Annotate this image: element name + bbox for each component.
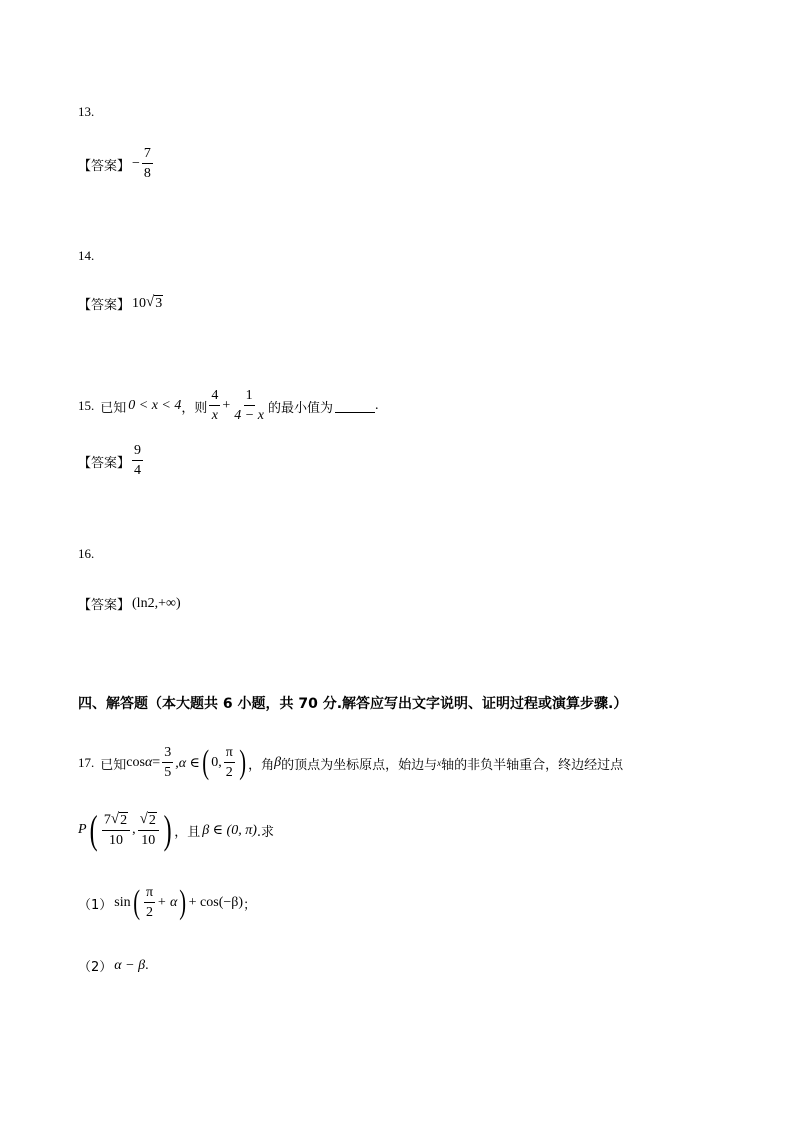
x-symbol: x — [437, 758, 442, 768]
q14-number: 14. — [78, 248, 95, 263]
fraction-denominator: x — [211, 408, 218, 423]
q14-answer — [78, 294, 163, 313]
period: . — [145, 957, 149, 973]
fraction-numerator — [102, 812, 130, 831]
square-root: √ 3 — [146, 294, 163, 312]
q17-sub2 — [78, 956, 149, 975]
q17-sub1 — [78, 880, 256, 926]
square-root: √ 2 — [110, 810, 128, 828]
fraction — [142, 147, 153, 181]
fraction-1-over-4-minus-x — [232, 389, 266, 423]
sin-func: sin — [114, 895, 131, 910]
fraction-7root2-over-10 — [102, 812, 130, 848]
answer-label: 【答案】 — [78, 158, 131, 174]
q15-period: . — [374, 398, 379, 413]
q17-text: 轴的非负半轴重合，终边经过点 — [441, 757, 624, 773]
q17-prefix: 已知 — [100, 757, 127, 773]
cos-func: cos — [126, 755, 145, 770]
fraction-numerator: 9 — [132, 444, 143, 461]
fraction-3-over-5 — [162, 746, 173, 780]
radicand: 2 — [148, 812, 156, 828]
q15-suffix: 的最小值为 — [267, 400, 333, 416]
answer-label: 【答案】 — [78, 598, 131, 613]
q15-question — [78, 384, 378, 428]
fraction-numerator: 4 — [209, 389, 220, 406]
square-root: √ 2 — [139, 810, 156, 828]
coefficient: 10 — [132, 295, 147, 311]
q17-number: 17. — [78, 755, 95, 770]
fraction-denominator: 8 — [143, 166, 151, 181]
answer-label: 【答案】 — [78, 298, 131, 313]
right-paren: ) — [179, 884, 187, 921]
q16-answer — [78, 594, 181, 613]
alpha-minus-beta: α − β — [114, 957, 146, 973]
minus-sign: − — [132, 156, 140, 171]
fraction-denominator: 4 — [134, 463, 142, 478]
fraction-numerator: 1 — [244, 389, 255, 406]
equals-sign: = — [152, 755, 161, 770]
fraction-numerator: π — [144, 886, 155, 903]
fraction-denominator: 5 — [164, 765, 172, 780]
fraction-numerator: 3 — [162, 746, 173, 763]
coefficient: 7 — [103, 812, 111, 828]
fraction — [132, 444, 143, 478]
plus-sign: + — [222, 398, 231, 413]
answer-value: (ln2,+∞) — [132, 595, 181, 611]
point-p: P — [78, 822, 87, 837]
left-paren: ( — [89, 807, 98, 852]
fraction-pi-over-2 — [144, 886, 155, 920]
semicolon: ； — [243, 897, 257, 913]
radicand: 3 — [155, 296, 163, 312]
fraction-numerator: π — [224, 746, 235, 763]
fraction-root2-over-10 — [138, 812, 159, 848]
q13-answer — [78, 144, 155, 184]
fraction-denominator: 4 − x — [234, 408, 264, 423]
q15-condition: 0 < x < 4 — [128, 398, 182, 413]
comma: , — [132, 822, 136, 837]
q16-number: 16. — [78, 546, 95, 561]
q17-line2 — [78, 802, 274, 858]
alpha-in: ,α ∈ — [175, 755, 200, 771]
q17-text: ，且 — [174, 824, 201, 840]
cos-term: + cos(−β) — [188, 895, 244, 910]
right-paren: ) — [239, 744, 246, 781]
q17-line1 — [78, 740, 623, 786]
sub-question-label: （2） — [78, 960, 113, 975]
section-heading: 四、解答题（本大题共 6 小题，共 70 分.解答应写出文字说明、证明过程或演算步骤.） — [78, 696, 628, 712]
interval-start: 0, — [211, 755, 222, 770]
fraction-numerator: 7 — [142, 147, 153, 164]
fraction-4-over-x — [209, 389, 220, 423]
plus-alpha: + α — [157, 895, 178, 910]
fraction-numerator — [138, 812, 159, 831]
beta-symbol: β — [274, 755, 282, 770]
beta-interval: β ∈ (0, π) — [202, 822, 257, 838]
q13-number: 13. — [78, 104, 95, 119]
left-paren: ( — [132, 884, 140, 921]
q17-text: .求 — [256, 824, 275, 840]
answer-blank — [335, 400, 375, 413]
fraction-denominator: 10 — [141, 833, 156, 849]
fraction-denominator: 10 — [109, 833, 123, 849]
sub-question-label: （1） — [78, 897, 113, 913]
left-paren: ( — [202, 744, 209, 781]
fraction-denominator: 2 — [145, 905, 153, 920]
q15-answer — [78, 440, 145, 482]
q17-text: ，角 — [248, 757, 275, 773]
fraction-denominator: 2 — [225, 765, 233, 780]
q15-prefix: 已知 — [100, 400, 127, 416]
right-paren: ) — [163, 807, 172, 852]
alpha-symbol: α — [144, 755, 153, 770]
fraction-pi-over-2 — [224, 746, 235, 780]
answer-label: 【答案】 — [78, 455, 131, 471]
radicand: 2 — [120, 812, 128, 828]
q15-connector: ，则 — [181, 400, 208, 416]
q17-text: 的顶点为坐标原点，始边与 — [281, 757, 438, 773]
q15-number: 15. — [78, 398, 95, 413]
